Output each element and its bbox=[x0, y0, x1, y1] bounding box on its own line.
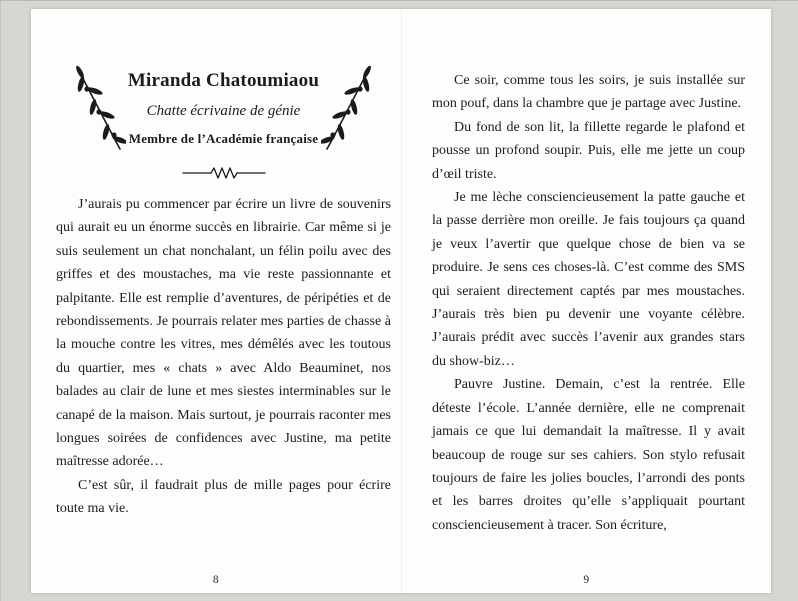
chapter-subtitle: Chatte écrivaine de génie bbox=[146, 102, 301, 119]
chapter-affiliation: Membre de l’Académie française bbox=[128, 130, 319, 146]
laurel-branch-right-icon bbox=[321, 65, 377, 151]
paragraph: Ce soir, comme tous les soirs, je suis installée sur mon pouf, dans la chambre que je partage avec Justine. bbox=[432, 73, 745, 112]
page-number-right: 9 bbox=[583, 574, 590, 586]
paragraph: Pauvre Justine. Demain, c’est la rentrée. Elle déteste l’école. L’année dernière, elle ne comprenait jamais ce que lui demandait la maîtresse. Il y avait beaucoup de rouge sur ses cahiers. Son stylo refusait toujours de faire les jolies boucles, l’arrondi des ponts et les barres droites qu’elle s’appliquait pourtant consciencieusement à tracer. Son écriture, bbox=[432, 377, 745, 533]
chapter-header-text bbox=[128, 70, 319, 147]
right-page-body bbox=[432, 69, 745, 537]
book-spread bbox=[31, 9, 771, 593]
page-number-left: 8 bbox=[212, 574, 220, 586]
laurel-branch-left-icon bbox=[70, 65, 126, 151]
chapter-header bbox=[56, 65, 391, 151]
chapter-title: Miranda Chatoumiaou bbox=[127, 69, 320, 91]
paragraph: J’aurais pu commencer par écrire un livre de souvenirs qui aurait eu un énorme succès en librairie. Car même si je suis seulement un chat nonchalant, un félin poilu avec des griffes et des moustaches, ma vie reste passionnante et palpitante. Elle est remplie d’aventures, de péripéties et de rebondissements. Je pourrais relater mes parties de chasse à la mouche contre les vitres, mes démêlés avec les toutous du quartier, mes « chats » avec Aldo Beauminet, nos balades au clair de lune et mes siestes interminables sur le canapé de la maison. Mais surtout, je pourrais raconter mes longues soirées de confidences avec Justine, ma petite maîtresse adorée… bbox=[56, 197, 391, 470]
paragraph: Du fond de son lit, la fillette regarde le plafond et pousse un profond soupir. Puis, elle me jette un coup d’œil triste. bbox=[432, 119, 745, 182]
left-page-body bbox=[56, 193, 391, 521]
ornament-divider-icon bbox=[56, 166, 391, 180]
page-left bbox=[31, 9, 401, 593]
page-right bbox=[401, 9, 771, 593]
paragraph: C’est sûr, il faudrait plus de mille pages pour écrire toute ma vie. bbox=[56, 477, 391, 517]
paragraph: Je me lèche consciencieusement la patte gauche et la passe derrière mon oreille. Je fais toujours ça quand je veux l’avertir que quelque chose de bien va se produire. Je sens ces choses-là. C’est comme des SMS qui seraient directement captés par mes moustaches. J’aurais très bien pu devenir une voyante célèbre. J’aurais prédit avec succès l’avenir aux grandes stars du show-biz… bbox=[432, 190, 745, 369]
